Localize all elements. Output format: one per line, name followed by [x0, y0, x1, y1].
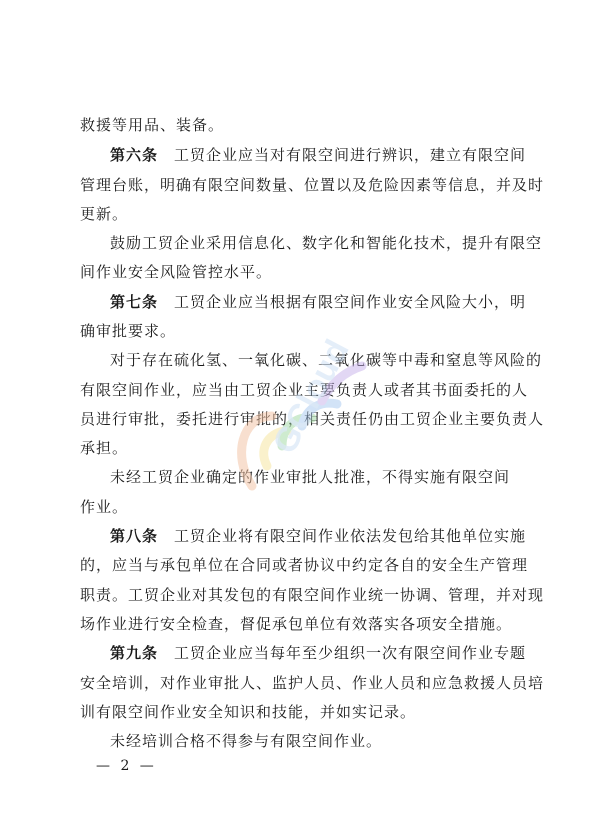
watermark-logo: [222, 306, 382, 506]
line-text: 工贸企业将有限空间作业依法发包给其他单位实施: [174, 527, 527, 545]
page-number: — 2 —: [96, 758, 157, 774]
line-text: 场作业进行安全检查，督促承包单位有效落实各项安全措施。: [80, 615, 513, 633]
line-text: 未经工贸企业确定的作业审批人批准，不得实施有限空间: [110, 468, 511, 486]
line-text: 管理台账，明确有限空间数量、位置以及危险因素等信息，并及时: [80, 176, 545, 194]
text-line: [80, 673, 544, 693]
line-text: 的，应当与承包单位在合同或者协议中约定各自的安全生产管理: [80, 556, 529, 574]
line-text: 承担。: [80, 439, 129, 457]
text-line: [80, 204, 128, 224]
line-text: 未经培训合格不得参与有限空间作业。: [110, 732, 383, 750]
line-text: 作业。: [80, 498, 129, 516]
line-text: 对于存在硫化氢、一氧化碳、二氧化碳等中毒和窒息等风险的: [110, 351, 543, 369]
article-label: 第八条: [110, 527, 159, 545]
line-text: 员进行审批，委托进行审批的，相关责任仍由工贸企业主要负责人: [80, 410, 545, 428]
line-text: 工贸企业应当根据有限空间作业安全风险大小，明: [174, 293, 527, 311]
text-line: [80, 497, 128, 517]
text-line: [80, 555, 528, 575]
line-text: 更新。: [80, 205, 129, 223]
text-line: [80, 702, 416, 722]
article-6-line: [110, 145, 526, 165]
text-line: [80, 585, 544, 605]
text-line: [80, 115, 224, 135]
article-label: 第九条: [110, 644, 159, 662]
article-label: 第七条: [110, 293, 159, 311]
line-text: 工贸企业应当每年至少组织一次有限空间作业专题: [174, 644, 527, 662]
article-label: 第六条: [110, 146, 159, 164]
text-line: [80, 262, 272, 282]
line-text: 安全培训，对作业审批人、监护人员、作业人员和应急救援人员培: [80, 674, 545, 692]
line-text: 间作业安全风险管控水平。: [80, 263, 273, 281]
watermark-text: GCloud: [265, 333, 357, 460]
text-line: [110, 233, 542, 253]
text-line: [80, 614, 512, 634]
line-text: 工贸企业应当对有限空间进行辨识，建立有限空间: [174, 146, 527, 164]
text-line: [80, 321, 176, 341]
article-8-line: [110, 526, 526, 546]
text-line: [110, 731, 382, 751]
line-text: 鼓励工贸企业采用信息化、数字化和智能化技术，提升有限空: [110, 234, 543, 252]
line-text: 训有限空间作业安全知识和技能，并如实记录。: [80, 703, 417, 721]
text-line: [80, 175, 544, 195]
text-line: [80, 438, 128, 458]
line-text: 救援等用品、装备。: [80, 116, 225, 134]
article-9-line: [110, 643, 526, 663]
line-text: 确审批要求。: [80, 322, 177, 340]
line-text: 有限空间作业，应当由工贸企业主要负责人或者其书面委托的人: [80, 381, 529, 399]
line-text: 职责。工贸企业对其发包的有限空间作业统一协调、管理，并对现: [80, 586, 545, 604]
